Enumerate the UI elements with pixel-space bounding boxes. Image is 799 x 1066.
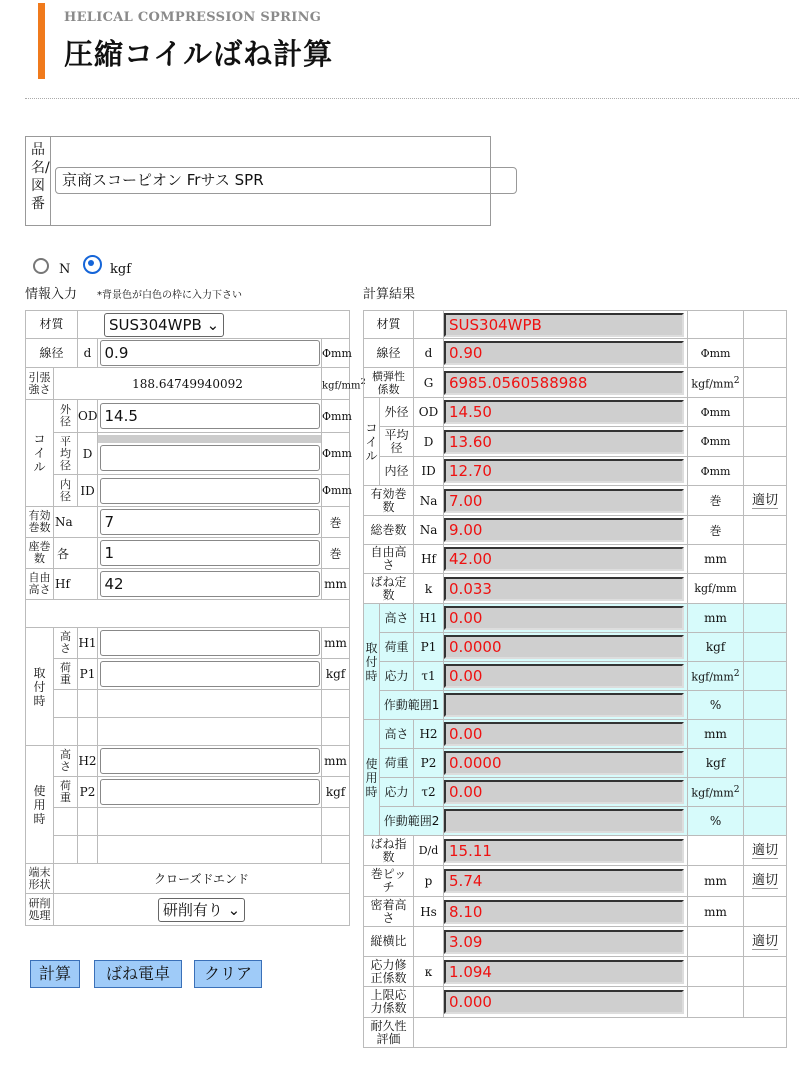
res-mean-symbol: D — [414, 427, 444, 457]
res-material-label: 材質 — [364, 311, 414, 339]
res-use-t-symbol: τ2 — [414, 778, 444, 807]
res-upper-label: 上限応力係数 — [364, 987, 414, 1018]
res-use-range-label: 作動範囲2 — [380, 807, 444, 836]
res-free-symbol: Hf — [414, 545, 444, 574]
res-shear-unit: kgf/$mm^2$ — [688, 368, 744, 398]
title-accent-bar — [38, 3, 45, 79]
spacer-row — [26, 600, 350, 628]
res-material-value: SUS304WPB — [444, 313, 684, 337]
seat-coils-symbol: 各 — [54, 538, 98, 569]
res-outer-symbol: OD — [414, 398, 444, 427]
free-height-input[interactable]: 42 — [100, 571, 320, 597]
res-use-h-symbol: H2 — [414, 720, 444, 749]
free-height-symbol: Hf — [54, 569, 98, 600]
res-mount-range-unit: % — [688, 691, 744, 720]
res-mount-range-value — [444, 693, 684, 717]
calc-button[interactable]: 計算 — [30, 960, 80, 988]
res-pitch-symbol: p — [414, 866, 444, 897]
res-ratio-label: 縦横比 — [364, 927, 414, 957]
active-coils-unit: 巻 — [322, 507, 350, 538]
res-rate-value: 0.033 — [444, 577, 684, 601]
res-mean-label: 平均径 — [380, 427, 414, 457]
material-label: 材質 — [26, 311, 78, 339]
tensile-unit: kgf/$mm^2$ — [322, 368, 350, 400]
mount-height-unit: mm — [322, 628, 350, 659]
unit-n-label: N — [59, 262, 71, 277]
page-title: 圧縮コイルばね計算 — [64, 37, 334, 71]
wire-dia-label: 線径 — [26, 339, 78, 368]
res-solid-unit: mm — [688, 897, 744, 927]
use-height-unit: mm — [322, 746, 350, 777]
res-use-h-value: 0.00 — [444, 722, 684, 746]
mount-label: 取付時 — [26, 628, 54, 746]
res-active-value: 7.00 — [444, 489, 684, 513]
unit-kgf-radio[interactable] — [83, 255, 102, 274]
res-mount-t-unit: kgf/$mm^2$ — [688, 662, 744, 691]
seat-coils-input[interactable]: 1 — [100, 540, 320, 566]
clear-button[interactable]: クリア — [194, 960, 262, 988]
tensile-label: 引張強さ — [26, 368, 54, 400]
free-height-label: 自由高さ — [26, 569, 54, 600]
res-free-unit: mm — [688, 545, 744, 574]
res-use-h-unit: mm — [688, 720, 744, 749]
res-mount-label: 取付時 — [364, 604, 380, 720]
res-ratio-value: 3.09 — [444, 930, 684, 954]
input-section-note: *背景色が白色の枠に入力下さい — [97, 290, 242, 301]
res-use-t-value: 0.00 — [444, 780, 684, 804]
res-inner-value: 12.70 — [444, 459, 684, 483]
res-inner-unit: Φmm — [688, 457, 744, 486]
res-pitch-label: 巻ピッチ — [364, 866, 414, 897]
res-stresscorr-label: 応力修正係数 — [364, 957, 414, 987]
product-name-input[interactable]: 京商スコーピオン Frサス SPR — [55, 167, 517, 194]
outer-dia-label: 外径 — [54, 400, 78, 433]
outer-dia-unit: Φmm — [322, 400, 350, 433]
res-active-label: 有効巻数 — [364, 486, 414, 516]
res-ratio-ok[interactable]: 適切 — [752, 933, 779, 949]
res-outer-value: 14.50 — [444, 400, 684, 424]
res-mount-h-symbol: H1 — [414, 604, 444, 633]
res-use-t-unit: kgf/$mm^2$ — [688, 778, 744, 807]
res-use-range-unit: % — [688, 807, 744, 836]
seat-coils-unit: 巻 — [322, 538, 350, 569]
mount-height-symbol: H1 — [78, 628, 98, 659]
res-mount-t-value: 0.00 — [444, 664, 684, 688]
result-section-title: 計算結果 — [363, 287, 416, 302]
use-height-label: 高さ — [54, 746, 78, 777]
res-solid-label: 密着高さ — [364, 897, 414, 927]
chevron-down-icon: ⌄ — [206, 315, 220, 334]
use-height-input[interactable] — [100, 748, 320, 774]
mean-dia-gray-strip — [98, 435, 321, 443]
inner-dia-symbol: ID — [78, 475, 98, 507]
res-use-label: 使用時 — [364, 720, 380, 836]
material-select[interactable]: SUS304WPB ⌄ — [104, 313, 224, 337]
page-subtitle: HELICAL COMPRESSION SPRING — [64, 10, 322, 25]
res-solid-symbol: Hs — [414, 897, 444, 927]
res-total-value: 9.00 — [444, 518, 684, 542]
mount-load-label: 荷重 — [54, 659, 78, 690]
mean-dia-label: 平均径 — [54, 433, 78, 475]
grind-label: 研削処理 — [26, 894, 54, 926]
tensile-value: 188.64749940092 — [54, 368, 322, 400]
active-coils-symbol: Na — [54, 507, 98, 538]
end-shape-label: 端末形状 — [26, 864, 54, 894]
free-height-unit: mm — [322, 569, 350, 600]
res-inner-symbol: ID — [414, 457, 444, 486]
res-use-range-value — [444, 809, 684, 833]
res-outer-label: 外径 — [380, 398, 414, 427]
grind-select[interactable]: 研削有り ⌄ — [158, 898, 245, 922]
coil-label: コイル — [26, 400, 54, 507]
res-mean-unit: Φmm — [688, 427, 744, 457]
product-name-label: 品名/図番 — [26, 137, 51, 225]
wire-dia-symbol: d — [78, 339, 98, 368]
res-index-value: 15.11 — [444, 839, 684, 863]
header-divider — [25, 98, 799, 99]
unit-kgf-label: kgf — [110, 262, 132, 277]
res-outer-unit: Φmm — [688, 398, 744, 427]
res-wire-symbol: d — [414, 339, 444, 368]
res-use-p-value: 0.0000 — [444, 751, 684, 775]
res-mount-t-symbol: τ1 — [414, 662, 444, 691]
res-mount-p-label: 荷重 — [380, 633, 414, 662]
res-shear-label: 横弾性係数 — [364, 368, 414, 398]
res-mount-h-label: 高さ — [380, 604, 414, 633]
res-wire-value: 0.90 — [444, 341, 684, 365]
res-active-unit: 巻 — [688, 486, 744, 516]
res-durability-label: 耐久性評価 — [364, 1018, 414, 1048]
input-section-title: 情報入力 — [25, 287, 78, 302]
use-label: 使用時 — [26, 746, 54, 864]
res-shear-symbol: G — [414, 368, 444, 398]
use-load-input[interactable] — [100, 779, 320, 805]
res-total-label: 総巻数 — [364, 516, 414, 545]
res-use-h-label: 高さ — [380, 720, 414, 749]
mount-load-input[interactable] — [100, 661, 320, 687]
res-free-value: 42.00 — [444, 547, 684, 571]
wire-dia-input[interactable]: 0.9 — [100, 340, 320, 366]
res-rate-symbol: k — [414, 574, 444, 604]
use-height-symbol: H2 — [78, 746, 98, 777]
res-index-symbol: D/d — [414, 836, 444, 866]
res-free-label: 自由高さ — [364, 545, 414, 574]
res-active-ok[interactable]: 適切 — [752, 492, 779, 508]
end-shape-value: クローズドエンド — [54, 864, 350, 894]
res-stresscorr-symbol: κ — [414, 957, 444, 987]
res-use-p-label: 荷重 — [380, 749, 414, 778]
mount-height-input[interactable] — [100, 630, 320, 656]
mean-dia-unit: Φmm — [322, 433, 350, 475]
use-load-label: 荷重 — [54, 777, 78, 808]
res-pitch-value: 5.74 — [444, 869, 684, 893]
chevron-down-icon: ⌄ — [227, 900, 241, 919]
res-mount-h-unit: mm — [688, 604, 744, 633]
mean-dia-input[interactable] — [100, 445, 320, 471]
res-upper-value: 0.000 — [444, 990, 684, 1014]
res-wire-label: 線径 — [364, 339, 414, 368]
inner-dia-input[interactable] — [100, 478, 320, 504]
mount-load-unit: kgf — [322, 659, 350, 690]
res-durability-value — [414, 1018, 787, 1048]
res-active-symbol: Na — [414, 486, 444, 516]
res-mount-p-value: 0.0000 — [444, 635, 684, 659]
wire-dia-unit: Φmm — [322, 339, 350, 368]
res-mean-value: 13.60 — [444, 430, 684, 454]
input-table — [25, 310, 366, 926]
seat-coils-label: 座巻数 — [26, 538, 54, 569]
active-coils-label: 有効巻数 — [26, 507, 54, 538]
inner-dia-unit: Φmm — [322, 475, 350, 507]
mount-load-symbol: P1 — [78, 659, 98, 690]
outer-dia-input[interactable]: 14.5 — [100, 403, 320, 429]
mean-dia-symbol: D — [78, 433, 98, 475]
res-coil-label: コイル — [364, 398, 380, 486]
product-name-box — [25, 136, 491, 226]
use-load-symbol: P2 — [78, 777, 98, 808]
use-load-unit: kgf — [322, 777, 350, 808]
res-index-ok[interactable]: 適切 — [752, 842, 779, 858]
res-rate-unit: kgf/mm — [688, 574, 744, 604]
res-use-t-label: 応力 — [380, 778, 414, 807]
res-index-label: ばね指数 — [364, 836, 414, 866]
res-stresscorr-value: 1.094 — [444, 960, 684, 984]
outer-dia-symbol: OD — [78, 400, 98, 433]
res-total-unit: 巻 — [688, 516, 744, 545]
res-use-p-unit: kgf — [688, 749, 744, 778]
res-mount-h-value: 0.00 — [444, 606, 684, 630]
inner-dia-label: 内径 — [54, 475, 78, 507]
res-wire-unit: Φmm — [688, 339, 744, 368]
res-mount-p-unit: kgf — [688, 633, 744, 662]
spring-calc-button[interactable]: ばね電卓 — [94, 960, 182, 988]
res-inner-label: 内径 — [380, 457, 414, 486]
res-use-p-symbol: P2 — [414, 749, 444, 778]
res-shear-value: 6985.0560588988 — [444, 371, 684, 395]
unit-n-radio[interactable] — [33, 258, 49, 274]
mount-height-label: 高さ — [54, 628, 78, 659]
res-rate-label: ばね定数 — [364, 574, 414, 604]
result-table — [363, 310, 787, 1048]
res-mount-p-symbol: P1 — [414, 633, 444, 662]
res-total-symbol: Na — [414, 516, 444, 545]
res-pitch-ok[interactable]: 適切 — [752, 873, 779, 888]
res-mount-range-label: 作動範囲1 — [380, 691, 444, 720]
res-solid-value: 8.10 — [444, 900, 684, 924]
active-coils-input[interactable]: 7 — [100, 509, 320, 535]
res-mount-t-label: 応力 — [380, 662, 414, 691]
res-pitch-unit: mm — [688, 866, 744, 897]
